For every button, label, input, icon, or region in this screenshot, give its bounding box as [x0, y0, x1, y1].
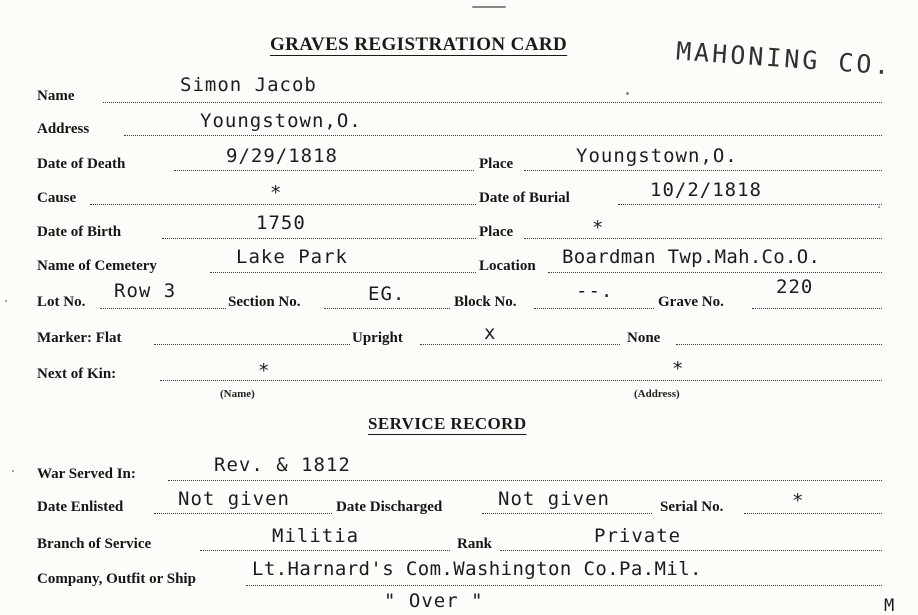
marker-flat-label: Marker: Flat [37, 330, 122, 346]
date-of-birth-value: 1750 [256, 212, 306, 234]
serial-no-line [744, 513, 882, 514]
marker-none-label: None [627, 330, 661, 346]
death-place-label: Place [479, 156, 514, 172]
marker-upright-value: x [484, 322, 497, 344]
company-line [246, 585, 882, 586]
scan-speck [472, 6, 506, 8]
rank-value: Private [594, 525, 682, 547]
corner-mark: M [884, 596, 896, 615]
branch-value: Militia [272, 525, 360, 547]
lot-no-label: Lot No. [37, 294, 86, 310]
war-served-label: War Served In: [37, 466, 136, 482]
location-value: Boardman Twp.Mah.Co.O. [562, 246, 821, 268]
marker-flat-line [154, 344, 350, 345]
war-served-line [168, 480, 882, 481]
cause-line [90, 204, 476, 205]
date-of-death-value: 9/29/1818 [226, 145, 338, 167]
date-of-burial-line [618, 204, 882, 205]
date-of-death-label: Date of Death [37, 156, 126, 172]
company-value: Lt.Harnard's Com.Washington Co.Pa.Mil. [252, 558, 702, 580]
address-line [124, 135, 882, 136]
date-discharged-label: Date Discharged [336, 499, 443, 515]
date-of-birth-line [162, 238, 476, 239]
kin-address-caption: (Address) [634, 388, 680, 400]
cemetery-label: Name of Cemetery [37, 258, 157, 274]
name-label: Name [37, 88, 75, 104]
death-place-line [524, 170, 882, 171]
scan-speck [626, 92, 629, 95]
lot-no-line [100, 308, 226, 309]
date-enlisted-label: Date Enlisted [37, 499, 124, 515]
birth-place-line [524, 238, 882, 239]
cemetery-line [210, 272, 476, 273]
location-label: Location [479, 258, 536, 274]
death-place-value: Youngstown,O. [576, 145, 738, 167]
county-stamp: MAHONING CO. [675, 36, 894, 81]
address-value: Youngstown,O. [200, 110, 362, 132]
lot-no-value: Row 3 [114, 280, 177, 302]
scan-speck [5, 300, 7, 302]
grave-no-value: 220 [776, 276, 814, 298]
grave-no-line [752, 308, 882, 309]
section-no-value: EG. [368, 283, 406, 305]
card-title: GRAVES REGISTRATION CARD [270, 34, 568, 55]
serial-no-label: Serial No. [660, 499, 724, 515]
rank-label: Rank [457, 536, 493, 552]
kin-name-value: * [258, 360, 271, 382]
date-discharged-value: Not given [498, 488, 610, 510]
war-served-value: Rev. & 1812 [214, 454, 351, 476]
rank-line [500, 550, 882, 551]
date-of-birth-label: Date of Birth [37, 224, 122, 240]
date-of-burial-label: Date of Burial [479, 190, 570, 206]
date-of-death-line [174, 170, 474, 171]
branch-line [200, 550, 450, 551]
marker-none-line [676, 344, 882, 345]
serial-no-value: * [792, 490, 805, 512]
date-of-burial-value: 10/2/1818 [650, 179, 762, 201]
over-note: " Over " [384, 590, 484, 612]
scan-speck [12, 470, 14, 472]
birth-place-label: Place [479, 224, 514, 240]
section-no-line [324, 308, 450, 309]
birth-place-value: * [592, 217, 605, 239]
marker-upright-label: Upright [352, 330, 403, 346]
block-no-line [534, 308, 654, 309]
address-label: Address [37, 121, 90, 137]
kin-name-caption: (Name) [220, 388, 255, 400]
section-no-label: Section No. [228, 294, 301, 310]
date-discharged-line [482, 513, 652, 514]
location-line [548, 272, 882, 273]
cemetery-value: Lake Park [236, 246, 348, 268]
service-record-heading: SERVICE RECORD [368, 414, 527, 433]
name-value: Simon Jacob [180, 74, 317, 96]
name-line [103, 102, 882, 103]
date-enlisted-line [154, 513, 332, 514]
cause-label: Cause [37, 190, 77, 206]
block-no-label: Block No. [454, 294, 517, 310]
branch-label: Branch of Service [37, 536, 152, 552]
cause-value: * [270, 182, 283, 204]
scan-speck [878, 206, 880, 208]
kin-address-value: * [672, 358, 685, 380]
marker-upright-line [420, 344, 620, 345]
next-of-kin-label: Next of Kin: [37, 366, 117, 382]
block-no-value: --. [576, 280, 614, 302]
grave-no-label: Grave No. [658, 294, 724, 310]
company-label: Company, Outfit or Ship [37, 571, 196, 587]
date-enlisted-value: Not given [178, 488, 290, 510]
